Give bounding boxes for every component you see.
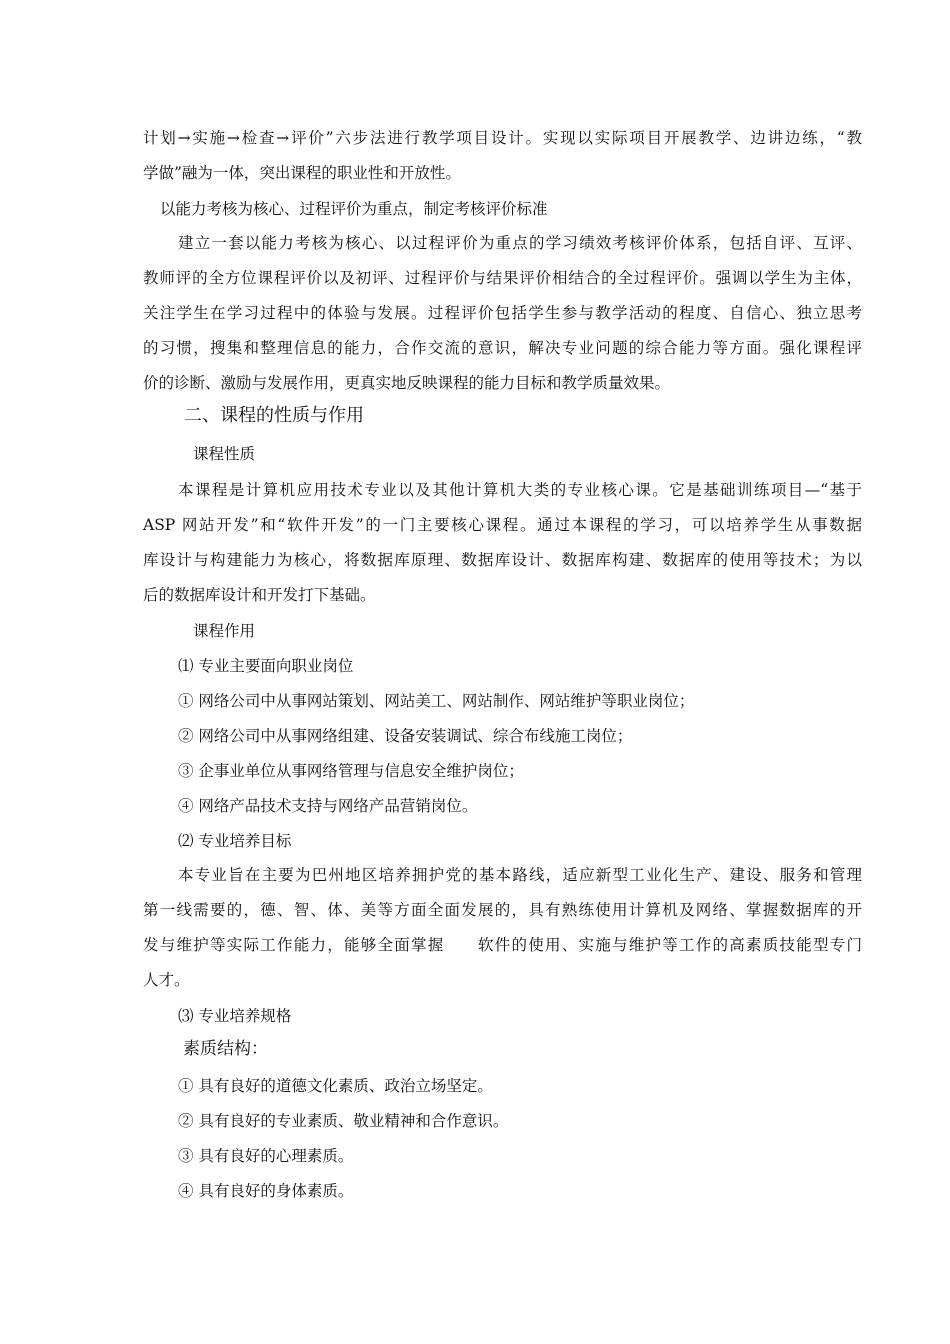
paragraph-line: 本课程是计算机应用技术专业以及其他计算机大类的专业核心课。它是基础训练项目—“基于	[178, 481, 862, 499]
list-heading: ⑴ 专业主要面向职业岗位	[178, 657, 354, 675]
list-item: ④ 具有良好的身体素质。	[178, 1182, 354, 1200]
subsection-title: 课程作用	[193, 622, 256, 640]
paragraph-line: 第一线需要的，德、智、体、美等方面全面发展的，具有熟练使用计算机及网络、掌握数据库的开	[143, 901, 862, 919]
paragraph-line: 的习惯，搜集和整理信息的能力，合作交流的意识，解决专业问题的综合能力等方面。强化课程评	[143, 339, 862, 357]
list-item: ③ 企事业单位从事网络管理与信息安全维护岗位；	[178, 762, 524, 780]
list-item: ① 具有良好的道德文化素质、政治立场坚定。	[178, 1077, 493, 1095]
paragraph-line: 教师评的全方位课程评价以及初评、过程评价与结果评价相结合的全过程评价。强调以学生为主体，	[143, 269, 862, 287]
paragraph-line: ASP 网站开发”和“软件开发”的一门主要核心课程。通过本课程的学习，可以培养学生从事数据	[143, 516, 862, 534]
paragraph-line: 后的数据库设计和开发打下基础。	[143, 586, 376, 604]
list-item: ② 具有良好的专业素质、敬业精神和合作意识。	[178, 1112, 509, 1130]
list-item: ④ 网络产品技术支持与网络产品营销岗位。	[178, 797, 478, 815]
paragraph-line: 价的诊断、激励与发展作用，更真实地反映课程的能力目标和教学质量效果。	[143, 374, 671, 392]
list-heading: ⑵ 专业培养目标	[178, 832, 292, 850]
list-item: ① 网络公司中从事网站策划、网站美工、网站制作、网站维护等职业岗位；	[178, 692, 695, 710]
paragraph-line: 关注学生在学习过程中的体验与发展。过程评价包括学生参与教学活动的程度、自信心、独立思考	[143, 304, 862, 322]
subsection-title: 课程性质	[193, 445, 256, 463]
list-heading: ⑶ 专业培养规格	[178, 1007, 292, 1025]
paragraph-line: 学做”融为一体，突出课程的职业性和开放性。	[143, 164, 461, 182]
subsection-title: 素质结构：	[183, 1039, 268, 1059]
list-item: ② 网络公司中从事网络组建、设备安装调试、综合布线施工岗位；	[178, 727, 633, 745]
paragraph-line: 计划→实施→检查→评价”六步法进行教学项目设计。实现以实际项目开展教学、边讲边练，“教	[143, 129, 862, 147]
paragraph-line: 发与维护等实际工作能力，能够全面掌握 软件的使用、实施与维护等工作的高素质技能型专门	[143, 936, 862, 954]
list-item: ③ 具有良好的心理素质。	[178, 1147, 354, 1165]
paragraph-line: 本专业旨在主要为巴州地区培养拥护党的基本路线，适应新型工业化生产、建设、服务和管理	[178, 866, 862, 884]
section-heading: 以能力考核为核心、过程评价为重点，制定考核评价标准	[160, 200, 548, 218]
paragraph-line: 库设计与构建能力为核心，将数据库原理、数据库设计、数据库构建、数据库的使用等技术；为以	[143, 551, 862, 569]
paragraph-line: 建立一套以能力考核为核心、以过程评价为重点的学习绩效考核评价体系，包括自评、互评、	[178, 234, 862, 252]
section-title: 二、课程的性质与作用	[184, 405, 364, 426]
paragraph-line: 人才。	[143, 971, 190, 989]
